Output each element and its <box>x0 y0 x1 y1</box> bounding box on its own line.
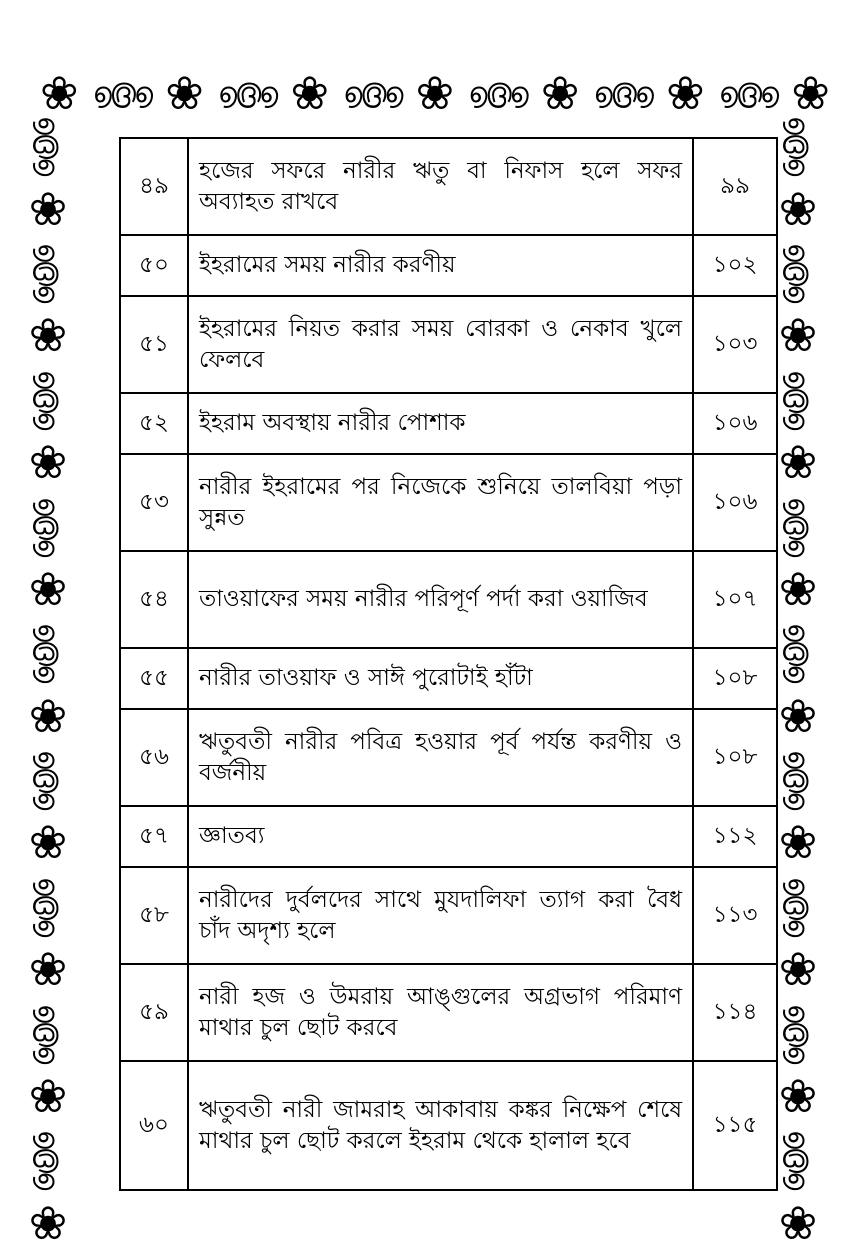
flower-ornament-icon: ❀ <box>666 66 705 120</box>
flower-ornament-icon: ❀ <box>290 66 329 120</box>
table-row <box>120 648 777 709</box>
flower-ornament-icon: ❀ <box>778 435 818 490</box>
entry-page-number: ৯৯ <box>693 138 777 235</box>
table-row <box>120 806 777 867</box>
swirl-ornament-icon: ൭൫൭ <box>32 116 65 175</box>
flower-ornament-icon: ❀ <box>778 561 818 616</box>
side-ornament-unit <box>18 498 78 625</box>
flower-ornament-icon: ❀ <box>28 942 68 997</box>
entry-title: ইহরাম অবস্থায় নারীর পোশাক <box>188 393 693 454</box>
entry-number: ৫৩ <box>120 454 188 551</box>
flower-ornament-icon: ❀ <box>28 815 68 870</box>
flower-ornament-icon: ❀ <box>28 561 68 616</box>
swirl-ornament-icon: ൭൫൭ <box>32 496 65 555</box>
flower-ornament-icon: ❀ <box>778 181 818 236</box>
side-ornament-unit <box>18 625 78 752</box>
swirl-ornament-icon: ൭൫൭ <box>468 76 527 109</box>
entry-number: ৫২ <box>120 393 188 454</box>
entry-number: ৫৪ <box>120 551 188 648</box>
swirl-ornament-icon: ൭൫൭ <box>782 1130 815 1189</box>
table-row <box>120 138 777 235</box>
swirl-ornament-icon: ൭൫൭ <box>718 76 778 109</box>
entry-title: নারীদের দুর্বলদের সাথে মুযদালিফা ত্যাগ করা বৈধ চাঁদ অদৃশ্য হলে <box>188 867 693 964</box>
flower-ornament-icon: ❀ <box>778 942 818 997</box>
table-row <box>120 709 777 806</box>
top-border-ornament <box>40 68 830 118</box>
flower-ornament-icon: ❀ <box>778 1069 818 1124</box>
entry-title: ইহরামের নিয়ত করার সময় বোরকা ও নেকাব খুলে ফেলবে <box>188 296 693 393</box>
entry-page-number: ১০৩ <box>693 296 777 393</box>
entry-page-number: ১০৬ <box>693 393 777 454</box>
entry-page-number: ১১৫ <box>693 1061 777 1190</box>
entry-title: ঋতুবতী নারী জামরাহ আকাবায় কঙ্কর নিক্ষেপ শেষে মাথার চুল ছোট করলে ইহরাম থেকে হালাল হবে <box>188 1061 693 1190</box>
entry-page-number: ১১২ <box>693 806 777 867</box>
entry-page-number: ১০৬ <box>693 454 777 551</box>
flower-ornament-icon: ❀ <box>778 1195 818 1250</box>
flower-ornament-icon: ❀ <box>540 66 580 120</box>
swirl-ornament-icon: ൭൫൭ <box>32 1130 65 1189</box>
swirl-ornament-icon: ൭൫൭ <box>92 76 151 109</box>
flower-ornament-icon: ❀ <box>28 181 68 236</box>
entry-number: ৪৯ <box>120 138 188 235</box>
entry-number: ৫৮ <box>120 867 188 964</box>
side-ornament-unit <box>18 118 78 245</box>
flower-ornament-icon: ❀ <box>28 1069 68 1124</box>
contents-table <box>119 137 778 1191</box>
entry-title: ঋতুবতী নারীর পবিত্র হওয়ার পূর্ব পর্যন্ত করণীয় ও বর্জনীয় <box>188 709 693 806</box>
swirl-ornament-icon: ൭൫൭ <box>32 1003 65 1062</box>
swirl-ornament-icon: ൭൫൭ <box>593 76 652 109</box>
swirl-ornament-icon: ൭൫൭ <box>782 242 815 302</box>
entry-number: ৬০ <box>120 1061 188 1190</box>
swirl-ornament-icon: ൭൫൭ <box>32 749 65 809</box>
flower-ornament-icon: ❀ <box>165 66 204 120</box>
entry-number: ৫৫ <box>120 648 188 709</box>
left-border-ornament <box>22 118 74 1259</box>
swirl-ornament-icon: ൭൫൭ <box>782 749 815 809</box>
swirl-ornament-icon: ൭൫൭ <box>32 242 65 302</box>
flower-ornament-icon: ❀ <box>28 688 68 743</box>
entry-number: ৫৯ <box>120 964 188 1061</box>
table-row <box>120 393 777 454</box>
flower-ornament-icon: ❀ <box>28 435 68 490</box>
entry-number: ৫০ <box>120 235 188 296</box>
side-ornament-unit <box>18 1132 78 1259</box>
side-ornament-unit <box>18 1005 78 1132</box>
table-row <box>120 867 777 964</box>
swirl-ornament-icon: ൭൫൭ <box>782 623 815 682</box>
entry-page-number: ১১৩ <box>693 867 777 964</box>
table-row <box>120 235 777 296</box>
entry-title: হজের সফরে নারীর ঋতু বা নিফাস হলে সফর অব্যাহত রাখবে <box>188 138 693 235</box>
swirl-ornament-icon: ൭൫൭ <box>217 76 277 109</box>
entry-title: ইহরামের সময় নারীর করণীয় <box>188 235 693 296</box>
flower-ornament-icon: ❀ <box>28 1195 68 1250</box>
entry-title: জ্ঞাতব্য <box>188 806 693 867</box>
swirl-ornament-icon: ൭൫൭ <box>343 76 402 109</box>
entry-number: ৫৬ <box>120 709 188 806</box>
side-ornament-unit <box>18 876 78 1006</box>
entry-title: নারীর তাওয়াফ ও সাঈ পুরোটাই হাঁটা <box>188 648 693 709</box>
swirl-ornament-icon: ൭൫൭ <box>782 496 815 555</box>
entry-page-number: ১১৪ <box>693 964 777 1061</box>
side-ornament-unit <box>18 242 78 372</box>
entry-page-number: ১০৮ <box>693 709 777 806</box>
table-row <box>120 551 777 648</box>
table-row <box>120 964 777 1061</box>
flower-ornament-icon: ❀ <box>791 66 830 120</box>
flower-ornament-icon: ❀ <box>778 308 818 363</box>
side-ornament-unit <box>18 749 78 879</box>
table-row <box>120 1061 777 1190</box>
flower-ornament-icon: ❀ <box>778 815 818 870</box>
swirl-ornament-icon: ൭൫൭ <box>782 369 815 428</box>
entry-title: নারীর ইহরামের পর নিজেকে শুনিয়ে তালবিয়া পড়া সুন্নত <box>188 454 693 551</box>
side-ornament-unit <box>18 369 78 499</box>
entry-number: ৫৭ <box>120 806 188 867</box>
table-row <box>120 296 777 393</box>
swirl-ornament-icon: ൭൫൭ <box>782 876 815 935</box>
right-border-ornament <box>772 118 824 1259</box>
flower-ornament-icon: ❀ <box>28 308 68 363</box>
entry-page-number: ১০৮ <box>693 648 777 709</box>
swirl-ornament-icon: ൭൫൭ <box>32 876 65 935</box>
entry-title: নারী হজ ও উমরায় আঙ্গুলের অগ্রভাগ পরিমাণ মাথার চুল ছোট করবে <box>188 964 693 1061</box>
swirl-ornament-icon: ൭൫൭ <box>782 116 815 175</box>
entry-page-number: ১০২ <box>693 235 777 296</box>
swirl-ornament-icon: ൭൫൭ <box>32 623 65 682</box>
swirl-ornament-icon: ൭൫൭ <box>782 1003 815 1062</box>
swirl-ornament-icon: ൭൫൭ <box>32 369 65 428</box>
flower-ornament-icon: ❀ <box>778 688 818 743</box>
flower-ornament-icon: ❀ <box>40 66 79 120</box>
entry-page-number: ১০৭ <box>693 551 777 648</box>
flower-ornament-icon: ❀ <box>415 66 455 120</box>
entry-title: তাওয়াফের সময় নারীর পরিপূর্ণ পর্দা করা ওয়াজিব <box>188 551 693 648</box>
table-row <box>120 454 777 551</box>
entry-number: ৫১ <box>120 296 188 393</box>
